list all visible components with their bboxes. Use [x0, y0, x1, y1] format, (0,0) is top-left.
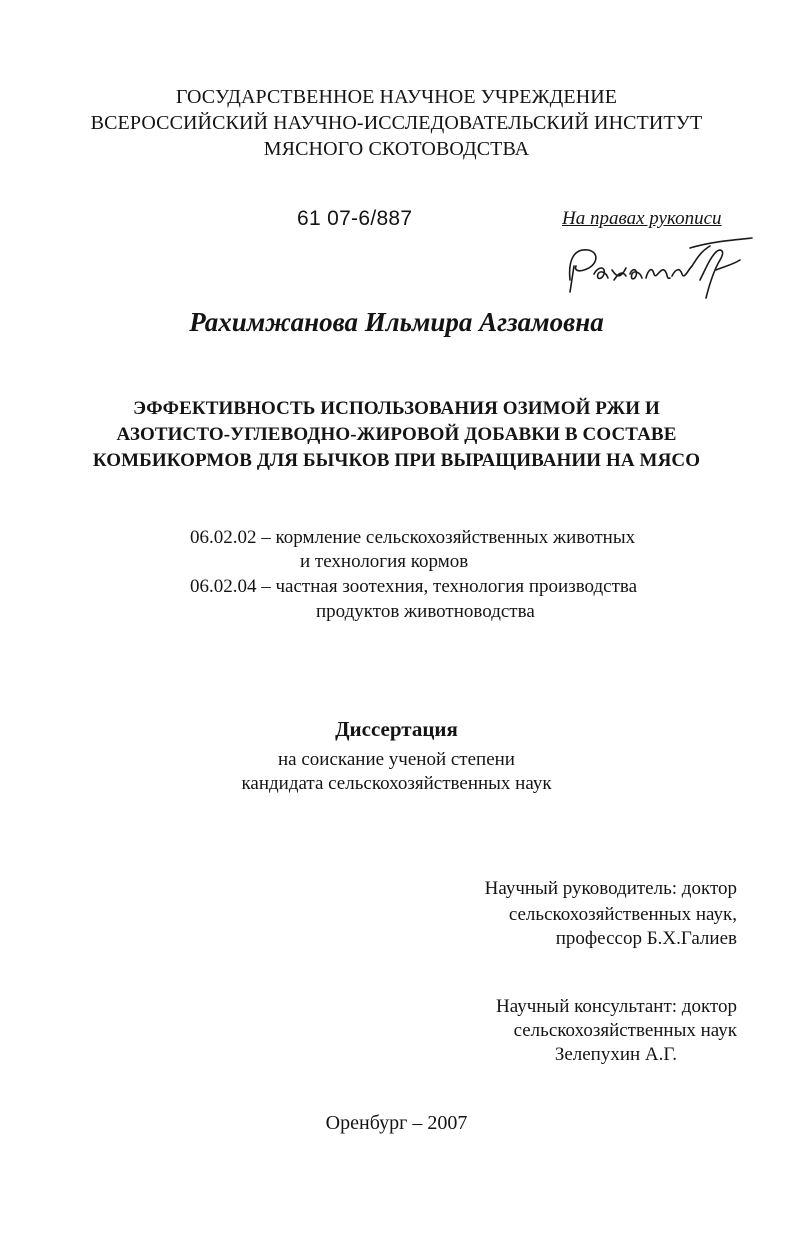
city-year: Оренбург – 2007	[325, 1112, 468, 1134]
institution-line-2: ВСЕРОССИЙСКИЙ НАУЧНО-ИССЛЕДОВАТЕЛЬСКИЙ ИНСТИТУТ	[90, 112, 703, 134]
registry-number: 61 07-6/887	[297, 207, 413, 230]
supervisor-line-1: Научный руководитель: доктор	[484, 878, 737, 899]
specialty-2-line-1: 06.02.04 – частная зоотехния, технология производства	[190, 576, 638, 597]
institution-line-1: ГОСУДАРСТВЕННОЕ НАУЧНОЕ УЧРЕЖДЕНИЕ	[175, 86, 618, 108]
specialty-1-line-2: и технология кормов	[300, 551, 469, 572]
specialty-2-line-2: продуктов животноводства	[316, 601, 535, 622]
title-line-2: АЗОТИСТО-УГЛЕВОДНО-ЖИРОВОЙ ДОБАВКИ В СОСТАВЕ	[116, 424, 677, 445]
title-line-1: ЭФФЕКТИВНОСТЬ ИСПОЛЬЗОВАНИЯ ОЗИМОЙ РЖИ И	[133, 398, 660, 419]
supervisor-line-3: профессор Б.Х.Галиев	[555, 928, 737, 949]
degree-description	[0, 748, 793, 796]
degree-line-1: на соискание ученой степени	[278, 749, 515, 770]
thesis-title	[0, 396, 793, 474]
dissertation-heading: Диссертация	[335, 717, 458, 741]
author-signature	[560, 230, 760, 302]
specialty-1-line-1: 06.02.02 – кормление сельскохозяйственных животных	[190, 527, 636, 548]
signature-strokes	[570, 238, 752, 298]
institution-header	[0, 84, 793, 162]
signature-text: Рахим	[560, 230, 563, 231]
institution-line-3: МЯСНОГО СКОТОВОДСТВА	[263, 138, 530, 160]
manuscript-rights-note: На правах рукописи	[562, 208, 722, 229]
consultant-line-1: Научный консультант: доктор	[496, 996, 737, 1017]
consultant-line-2: сельскохозяйственных наук	[513, 1020, 737, 1041]
supervisor-line-2: сельскохозяйственных наук,	[508, 904, 737, 925]
title-line-3: КОМБИКОРМОВ ДЛЯ БЫЧКОВ ПРИ ВЫРАЩИВАНИИ НА МЯСО	[92, 450, 701, 471]
degree-line-2: кандидата сельскохозяйственных наук	[241, 773, 552, 794]
consultant-line-3: Зелепухин А.Г.	[554, 1044, 677, 1065]
author-name: Рахимжанова Ильмира Агзамовна	[189, 307, 604, 337]
